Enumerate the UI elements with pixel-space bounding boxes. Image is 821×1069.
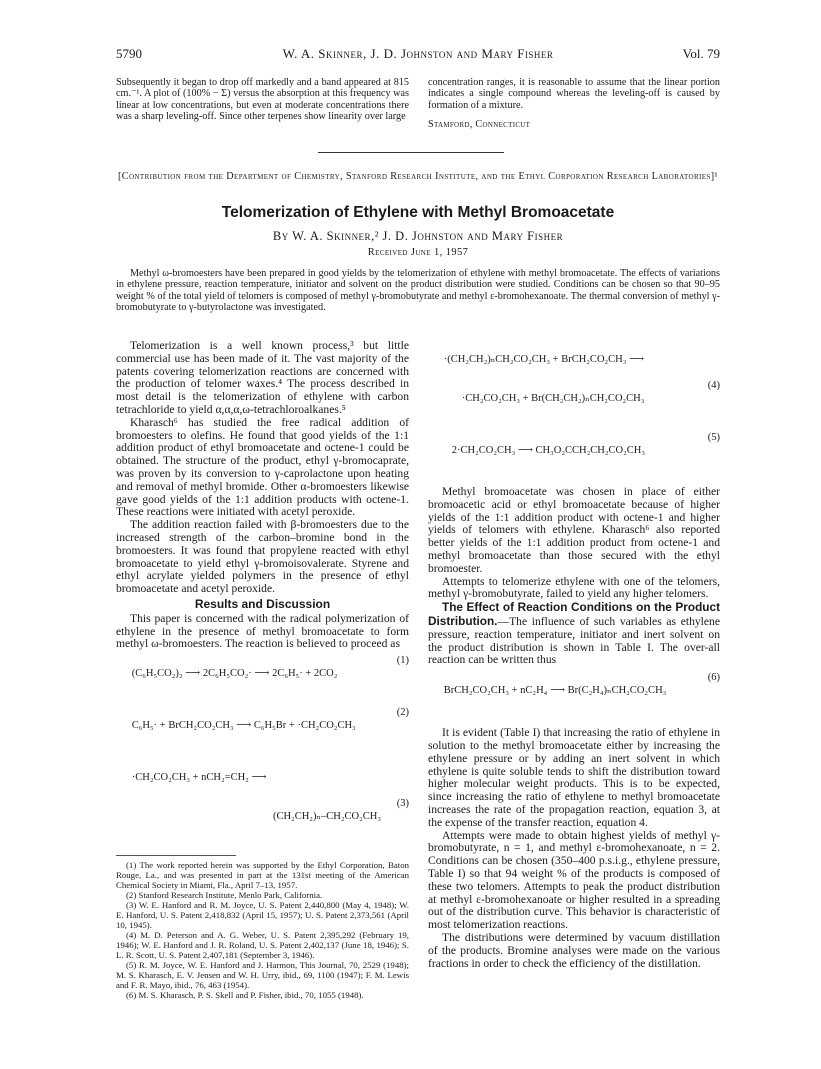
equation-4 (428, 340, 720, 379)
equation-text: (CH₂CH₂)ₙ–CH₂CO₂CH₃ (272, 811, 381, 823)
page-number: 5790 (116, 46, 142, 61)
running-header (116, 46, 720, 64)
equation-3 (116, 758, 409, 797)
equation-number: (6) (707, 672, 720, 684)
equation-2 (116, 706, 409, 758)
received-date: Received June 1, 1957 (367, 247, 469, 258)
footnote: (3) W. E. Hanford and R. M. Joyce, U. S. Patent 2,440,800 (May 4, 1948); W. E. Hanford, U. S. Patent 2,418,832 (April 15, 1957); U. S. Patent 2,373,561 (April 10, 1945). (116, 900, 409, 931)
paragraph: This paper is concerned with the radical polymerization of ethylene in the presence of methyl bromoacetate to form methyl ω-bromoesters. The reaction is believed to proceed as (116, 611, 409, 651)
subsection-heading: The Effect of Reaction Conditions on the Product Distribution. (428, 600, 720, 628)
equation-3-continued (116, 797, 409, 849)
footnote: (2) Stanford Research Institute, Menlo Park, California. (126, 890, 323, 901)
footnotes (116, 860, 409, 1000)
paragraph-text: —The influence of such variables as ethylene pressure, reaction temperature, initiator and inert solvent on the product distribution is shown in Table I. The over-all reaction can be written thus (428, 614, 720, 667)
volume-number: Vol. 79 (682, 46, 720, 61)
equation-number: (5) (707, 432, 720, 443)
previous-article-right (428, 77, 720, 131)
equation-6 (428, 671, 720, 723)
paragraph: The distributions were determined by vacuum distillation of the products. Bromine analyses were made on the various fractions in order to check the efficiency of the distillation. (428, 930, 720, 970)
paragraph: The addition reaction failed with β-bromoesters due to the increased strength of the carbon–bromine bond in the bromoesters. It was found that propylene reacted with ethyl bromoacetate to yield ethyl γ-bromoisovalerate. Styrene and ethyl acrylate yielded polymers in the presence of ethyl bromoacetate and acetyl peroxide. (116, 518, 409, 596)
equation-1 (116, 654, 409, 706)
equation-5 (428, 431, 720, 483)
paragraph: Kharasch⁶ has studied the free radical addition of bromoesters to olefins. He found that good yields of the 1:1 addition product of ethyl bromoacetate and octene-1 could be obtained. The structure of the product, ethyl γ-bromocaprate, was proven by its conversion to γ-caprolactone upon heating and removal of methyl bromide. Other α-bromoesters likewise gave good yields of the 1:1 addition products with octene-1. These reactions were initiated with acetyl peroxide. (116, 415, 409, 519)
footnote: (4) M. D. Peterson and A. G. Weber, U. S. Patent 2,395,292 (February 19, 1946); W. E. Hanford and J. R. Roland, U. S. Patent 2,402,137 (June 18, 1946); S. L. R. Scott, U. S. Patent 2,407,181 (September 3, 1946). (116, 930, 409, 961)
equation-text: ·CH₂CO₂CH₃ + Br(CH₂CH₂)ₙCH₂CO₂CH₃ (461, 393, 645, 404)
abstract: Methyl ω-bromoesters have been prepared in good yields by the telomerization of ethylene with methyl bromoacetate. The effects of variations in ethylene pressure, reaction temperature, initiator and solvent on the product distribution were studied. Conditions can be chosen so that 90–95 weight % of the total yield of telomers is composed of methyl γ-bromobutyrate and methyl ε-bromohexanoate. The thermal conversion of methyl γ-bromobutyrate to γ-butyrolactone was investigated. (116, 268, 720, 313)
section-heading: Results and Discussion (194, 596, 331, 611)
equation-number: (3) (396, 798, 409, 810)
running-title: W. A. Skinner, J. D. Johnston and Mary Fisher (282, 46, 554, 61)
equation-4-continued (428, 379, 720, 431)
equation-number: (2) (396, 707, 409, 719)
previous-article-text-left: Subsequently it began to drop off markedly and a band appeared at 815 cm.⁻¹. A plot of (100% − Σ) versus the absorption at this frequency was linear at low concentrations, but even at moderate concentrations there was a sharp leveling-off. Since other terpenes show linearity over large (116, 77, 409, 123)
footnote: (1) The work reported herein was supported by the Ethyl Corporation, Baton Rouge, La., and was presented in part at the 131st meeting of the American Chemical Society in Miami, Fla., April 7–13, 1957. (116, 860, 409, 891)
paragraph: Methyl bromoacetate was chosen in place of either bromoacetic acid or ethyl bromoacetate because of higher yields of the 1:1 addition product with octene-1 and higher yields of telomers with ethylene. Kharasch⁶ also reported better yields of the 1:1 addition product from octene-1 and methyl bromoacetate than those secured with the ethyl bromoester. (428, 485, 720, 575)
footnote-rule (116, 855, 236, 856)
equation-text: (C₆H₅CO₂)₂ ⟶ 2C₆H₅CO₂· ⟶ 2C₆H₅· + 2CO₂ (131, 668, 338, 680)
right-column (428, 340, 720, 970)
equation-number: (4) (707, 380, 720, 391)
article-authors: By W. A. Skinner,² J. D. Johnston and Mary Fisher (272, 229, 564, 243)
article-divider (318, 152, 504, 153)
equation-text: ·CH₂CO₂CH₃ + nCH₂=CH₂ ⟶ (131, 772, 267, 784)
paragraph: Attempts to telomerize ethylene with one of the telomers, methyl γ-bromobutyrate, failed to yield any higher telomers. (428, 574, 720, 601)
equation-number: (1) (396, 655, 409, 667)
footnote: (6) M. S. Kharasch, P. S. Skell and P. Fisher, ibid., 70, 1055 (1948). (126, 990, 364, 1001)
footnote: (5) R. M. Joyce, W. E. Hanford and J. Harmon, This Journal, 70, 2529 (1948); M. S. Kharasch, E. V. Jensen and W. H. Urry, ibid., 69, 1100 (1947); F. M. Lewis and F. R. Mayo, ibid., 76, 463 (1954). (116, 960, 409, 991)
equation-text: 2·CH₂CO₂CH₃ ⟶ CH₃O₂CCH₂CH₂CO₂CH₃ (451, 445, 646, 456)
equation-text: BrCH₂CO₂CH₃ + nC₂H₄ ⟶ Br(C₂H₄)ₙCH₂CO₂CH₃ (443, 685, 667, 697)
equation-text: ·(CH₂CH₂)ₙCH₂CO₂CH₃ + BrCH₂CO₂CH₃ ⟶ (443, 354, 645, 365)
previous-article-text-right: concentration ranges, it is reasonable to assume that the linear portion indicates a single compound whereas the leveling-off is caused by formation of a mixture. (428, 77, 720, 111)
left-column (116, 340, 409, 1000)
paragraph: Telomerization is a well known process,³ but little commercial use has been made of it. The vast majority of the patents covering telomerization reactions are concerned with the production of telomer waxes.⁴ The process described in most detail is the telomerization of ethylene with carbon tetrachloride to yield α,α,α,ω-tetrachloroalkanes.⁵ (116, 339, 409, 416)
paragraph: It is evident (Table I) that increasing the ratio of ethylene in solution to the methyl bromoacetate either by increasing the ethylene pressure or by adding an inert solvent in which ethylene is quite soluble tends to shift the distribution toward higher molecular weight products. This is to be expected, since increasing the ratio of ethylene to methyl bromoacetate increases the rate of the propagation reaction, equation 3, at the expense of the transfer reaction, equation 4. (428, 726, 720, 829)
article-title: Telomerization of Ethylene with Methyl Bromoacetate (221, 204, 615, 221)
paragraph: Attempts were made to obtain highest yields of methyl γ-bromobutyrate, n = 1, and methyl ε-bromohexanoate, n = 2. Conditions can be chosen (350–400 p.s.i.g., ethylene pressure, Table I) so that 94 weight % of the products is composed of these two telomers. Attempts to peak the product distribution at methyl ε-bromohexanoate or higher resulted in a spreading out of the distribution curve. This behavior is characteristic of most telomerization reactions. (428, 828, 720, 932)
contribution-note: [Contribution from the Department of Chemistry, Stanford Research Institute, and the Ethyl Corporation Research Laboratories]¹ (118, 171, 718, 182)
author-location: Stamford, Connecticut (428, 119, 531, 131)
equation-text: C₆H₅· + BrCH₂CO₂CH₃ ⟶ C₆H₅Br + ·CH₂CO₂CH₃ (131, 720, 356, 732)
subsection-paragraph (428, 601, 720, 667)
